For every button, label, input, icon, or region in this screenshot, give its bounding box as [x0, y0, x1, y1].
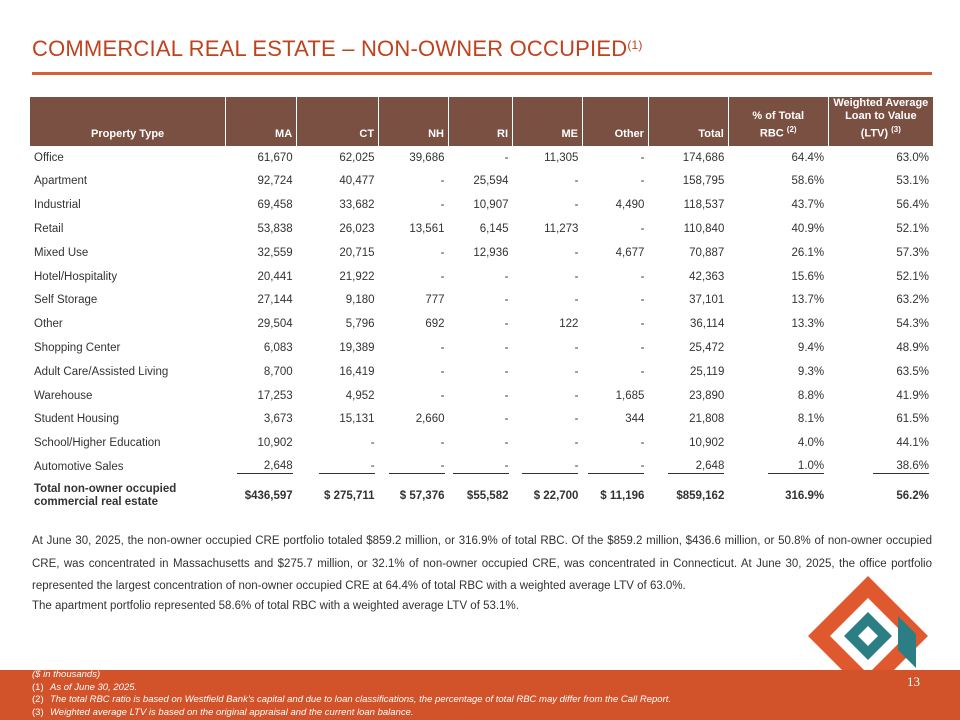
cell-value: 15.6% [791, 270, 825, 283]
cell-value: 1.0% [728, 455, 828, 479]
cell-value: - [370, 437, 375, 450]
cell-value: 42,363 [689, 270, 725, 283]
cell-value: 9.4% [797, 341, 825, 354]
cell-value: - [640, 318, 645, 331]
cell-value: 10,902 [689, 437, 725, 450]
cell-value: 13.7% [791, 294, 825, 307]
cell-value: - [574, 341, 579, 354]
cell-value: 26.1% [791, 246, 825, 259]
summary-paragraph: At June 30, 2025, the non-owner occupied CRE portfolio totaled $859.2 million, or 316.9% of total RBC. Of the $859.2 million, $436.6 million, or 50.8% of non-owner occupied CRE, was concentrated in Massachusetts and $275.7 million, or 32.1% of non-owner occupied CRE, was concentrated in Connecticut. At June 30, 2025, the office portfolio represented the largest concentration of non-owner occupied CRE at 64.4% of total RBC with a weighted average LTV of 63.0%. [32, 535, 932, 592]
total-label: Total non-owner occupied commercial real estate [34, 482, 177, 508]
header-property-type: Property Type [30, 97, 226, 146]
cell-value: 4,677 [615, 246, 645, 259]
cell-value: - [574, 270, 579, 283]
cell-value: 1,685 [615, 389, 645, 402]
cell-value: 63.2% [896, 294, 929, 307]
cell-value: - [440, 437, 445, 450]
cell-value: 38.6% [828, 455, 933, 479]
cell-value: 9.3% [797, 365, 825, 378]
cell-value: 48.9% [896, 341, 929, 354]
table-row [30, 146, 933, 170]
cell-value: 13,561 [409, 222, 445, 235]
cell-value: - [449, 455, 513, 479]
cell-value: 15,131 [339, 413, 375, 426]
cell-value: 21,922 [339, 270, 375, 283]
cell-value: 37,101 [689, 294, 725, 307]
cell-value: 23,890 [689, 389, 725, 402]
cell-value: 62,025 [339, 151, 375, 164]
cell-value: - [440, 246, 445, 259]
cell-value: 27,144 [257, 294, 293, 307]
cell-value: - [504, 294, 509, 307]
cell-value: 64.4% [791, 151, 825, 164]
total-value: 56.2% [896, 489, 929, 502]
cell-value: - [640, 341, 645, 354]
cell-value: 39,686 [409, 151, 445, 164]
page-number: 13 [907, 674, 920, 689]
table-row [30, 241, 933, 265]
cell-value: 56.4% [896, 199, 929, 212]
header-nh: NH [379, 97, 449, 146]
cell-value: 122 [559, 318, 579, 331]
table-row [30, 288, 933, 312]
cell-value: 40.9% [791, 222, 825, 235]
cell-value: - [640, 222, 645, 235]
cell-value: 70,887 [689, 246, 725, 259]
cell-value: 92,724 [257, 175, 293, 188]
cell-value: - [297, 455, 379, 479]
table-row [30, 312, 933, 336]
cell-value: - [504, 151, 509, 164]
header-ct: CT [297, 97, 379, 146]
cell-value: 6,083 [263, 341, 293, 354]
cell-value: - [574, 175, 579, 188]
cell-value: 25,594 [473, 175, 509, 188]
cell-value: - [640, 151, 645, 164]
table-row [30, 407, 933, 431]
cell-value: - [440, 199, 445, 212]
total-value: $436,597 [244, 489, 293, 502]
footnote-3: (3) Weighted average LTV is based on the original appraisal and the current loan balance. [32, 706, 414, 718]
title-footnote-marker: (1) [627, 38, 643, 52]
table-row [30, 169, 933, 193]
cell-value: - [640, 365, 645, 378]
cell-value: - [574, 246, 579, 259]
cell-value: 4.0% [797, 437, 825, 450]
row-label: Warehouse [34, 389, 93, 402]
cell-value: - [440, 341, 445, 354]
units-note: ($ in thousands) [32, 669, 101, 680]
row-label: Other [34, 318, 63, 331]
cell-value: - [640, 437, 645, 450]
cell-value: 43.7% [791, 199, 825, 212]
total-row [30, 479, 933, 513]
cell-value: 52.1% [896, 222, 929, 235]
cell-value: 12,936 [473, 246, 509, 259]
cell-value: 2,648 [226, 455, 297, 479]
footnote-2: (2) The total RBC ratio is based on Westfield Bank's capital and due to loan classifications, the percentage of total RBC may differ from the Call Report. [32, 694, 672, 705]
cell-value: 5,796 [345, 318, 375, 331]
cell-value: 11,305 [544, 151, 579, 164]
cell-value: - [504, 389, 509, 402]
row-label: Shopping Center [34, 341, 121, 354]
row-label: Self Storage [34, 294, 98, 307]
header-total: Total [648, 97, 728, 146]
cell-value: 63.0% [896, 151, 929, 164]
cell-value: 4,952 [345, 389, 375, 402]
cell-value: 53,838 [257, 222, 293, 235]
total-value: $ 11,196 [600, 489, 645, 502]
cell-value: 10,902 [257, 437, 293, 450]
cell-value: 118,537 [683, 199, 725, 212]
cell-value: 692 [425, 318, 445, 331]
header-weighted-ltv: Weighted Average Loan to Value (LTV) $^{(3)}$ [828, 97, 933, 146]
table-row [30, 265, 933, 289]
cell-value: 53.1% [896, 175, 929, 188]
table-row [30, 217, 933, 241]
cell-value: 8,700 [263, 365, 293, 378]
cell-value: 2,648 [648, 455, 728, 479]
header-pct-rbc: % of Total RBC $^{(2)}$ [728, 97, 828, 146]
row-label: Student Housing [34, 413, 120, 426]
row-label: Mixed Use [34, 246, 89, 259]
cell-value: - [504, 365, 509, 378]
cell-value: - [640, 294, 645, 307]
page-title: COMMERCIAL REAL ESTATE – NON-OWNER OCCUPIED$^{(1)}$ [32, 36, 643, 61]
cell-value: 57.3% [896, 246, 929, 259]
cell-value: 61,670 [257, 151, 293, 164]
total-value: $ 275,711 [324, 489, 375, 502]
cell-value: 52.1% [896, 270, 929, 283]
cell-value: - [379, 455, 449, 479]
cell-value: - [574, 413, 579, 426]
cell-value: 158,795 [682, 175, 725, 188]
header-ri: RI [449, 97, 513, 146]
cell-value: - [640, 270, 645, 283]
cell-value: 25,119 [690, 365, 725, 378]
cell-value: 58.6% [791, 175, 825, 188]
cell-value: - [574, 365, 579, 378]
cell-value: 25,472 [689, 341, 725, 354]
cell-value: 29,504 [257, 318, 293, 331]
cell-value: 174,686 [682, 151, 725, 164]
cell-value: 40,477 [339, 175, 375, 188]
cell-value: 777 [425, 294, 445, 307]
row-label: Industrial [34, 199, 81, 212]
cell-value: - [504, 270, 509, 283]
cell-value: 19,389 [339, 341, 375, 354]
cell-value: 8.1% [797, 413, 825, 426]
header-other: Other [582, 97, 648, 146]
row-label: Hotel/Hospitality [34, 270, 118, 283]
cell-value: 344 [625, 413, 645, 426]
total-value: $ 57,376 [399, 489, 445, 502]
cell-value: - [574, 199, 579, 212]
table-row [30, 431, 933, 455]
cell-value: 13.3% [791, 318, 825, 331]
cell-value: 3,673 [263, 413, 293, 426]
header-me: ME [513, 97, 583, 146]
cell-value: - [504, 437, 509, 450]
cell-value: - [504, 341, 509, 354]
cell-value: 20,441 [257, 270, 293, 283]
cell-value: 16,419 [339, 365, 375, 378]
cell-value: 10,907 [473, 199, 509, 212]
row-label: School/Higher Education [34, 437, 161, 450]
title-divider [32, 72, 932, 75]
cell-value: 11,273 [544, 222, 579, 235]
cell-value: 26,023 [339, 222, 375, 235]
row-label: Retail [34, 222, 64, 235]
cell-value: - [504, 413, 509, 426]
apartment-paragraph: The apartment portfolio represented 58.6% of total RBC with a weighted average LTV of 53.1%. [32, 600, 519, 612]
cell-value: - [574, 294, 579, 307]
footnote-1: (1) As of June 30, 2025. [32, 681, 138, 693]
row-label: Adult Care/Assisted Living [34, 365, 169, 378]
cell-value: 8.8% [797, 389, 825, 402]
cell-value: 17,253 [257, 389, 293, 402]
cell-value: 69,458 [257, 199, 293, 212]
cell-value: 9,180 [345, 294, 375, 307]
cell-value: - [440, 270, 445, 283]
row-label: Automotive Sales [34, 460, 124, 473]
row-label: Office [34, 151, 64, 164]
cell-value: 20,715 [339, 246, 375, 259]
cell-value: - [513, 455, 583, 479]
cell-value: 32,559 [257, 246, 293, 259]
cell-value: - [582, 455, 648, 479]
footnotes [32, 669, 671, 719]
table-row [30, 193, 933, 217]
cell-value: 63.5% [896, 365, 929, 378]
header-ma: MA [226, 97, 297, 146]
cell-value: - [440, 175, 445, 188]
total-value: $859,162 [676, 489, 725, 502]
cre-table [30, 97, 933, 513]
cell-value: 6,145 [479, 222, 509, 235]
cell-value: 21,808 [689, 413, 725, 426]
cell-value: - [504, 318, 509, 331]
cell-value: - [574, 389, 579, 402]
cell-value: 54.3% [896, 318, 929, 331]
cell-value: 36,114 [690, 318, 725, 331]
table-row [30, 384, 933, 408]
cell-value: 44.1% [896, 437, 929, 450]
cell-value: 33,682 [339, 199, 375, 212]
total-value: 316.9% [785, 489, 825, 502]
cell-value: 4,490 [615, 199, 645, 212]
table-row [30, 455, 933, 479]
table-header-row [30, 97, 933, 146]
cell-value: 2,660 [415, 413, 445, 426]
cell-value: 41.9% [896, 389, 929, 402]
total-value: $ 22,700 [533, 489, 579, 502]
cell-value: 110,840 [683, 222, 725, 235]
cell-value: - [440, 365, 445, 378]
cell-value: - [574, 437, 579, 450]
cell-value: 61.5% [896, 413, 929, 426]
table-row [30, 336, 933, 360]
cell-value: - [640, 175, 645, 188]
table-row [30, 360, 933, 384]
cell-value: - [440, 389, 445, 402]
row-label: Apartment [34, 175, 88, 188]
total-value: $55,582 [466, 489, 509, 502]
